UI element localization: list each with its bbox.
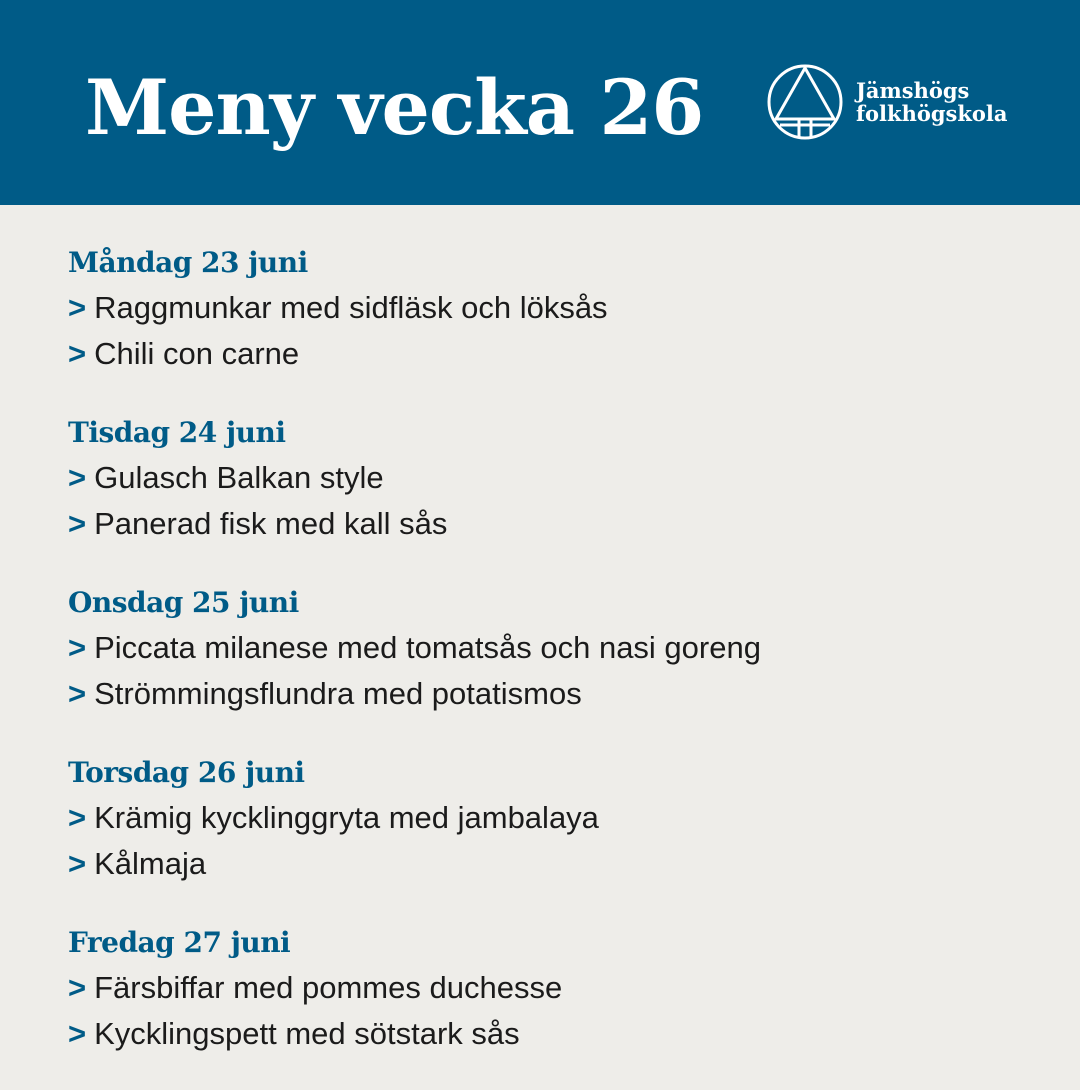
bullet-icon: > [68, 1016, 87, 1051]
day-heading: Onsdag 25 juni [68, 586, 299, 619]
bullet-icon: > [68, 970, 87, 1005]
dish-label: Panerad fisk med kall sås [94, 506, 448, 541]
bullet-icon: > [68, 630, 87, 665]
day-tuesday [68, 410, 1028, 580]
dish-label: Färsbiffar med pommes duchesse [94, 970, 563, 1005]
bullet-icon: > [68, 506, 87, 541]
dish-item [68, 671, 1028, 717]
bullet-icon: > [68, 676, 87, 711]
dish-item [68, 331, 1028, 377]
day-heading: Fredag 27 juni [68, 926, 291, 959]
day-thursday [68, 750, 1028, 920]
day-friday [68, 920, 1028, 1090]
dish-item [68, 965, 1028, 1011]
bullet-icon: > [68, 336, 87, 371]
school-logo [766, 63, 1008, 141]
page-title: Meny vecka 26 [85, 63, 704, 152]
dish-label: Kålmaja [94, 846, 207, 881]
day-heading: Torsdag 26 juni [68, 756, 305, 789]
school-emblem-icon [766, 63, 844, 141]
bullet-icon: > [68, 800, 87, 835]
dish-item [68, 501, 1028, 547]
dish-label: Krämig kycklinggryta med jambalaya [94, 800, 599, 835]
dish-item [68, 1011, 1028, 1057]
dish-item [68, 285, 1028, 331]
dish-label: Piccata milanese med tomatsås och nasi goreng [94, 630, 761, 665]
dish-item [68, 455, 1028, 501]
header-banner [0, 0, 1080, 205]
school-name-line1: Jämshögs [856, 78, 970, 103]
school-name [856, 79, 1008, 125]
dish-label: Gulasch Balkan style [94, 460, 384, 495]
bullet-icon: > [68, 460, 87, 495]
dish-item [68, 625, 1028, 671]
dish-item [68, 795, 1028, 841]
day-wednesday [68, 580, 1028, 750]
dish-label: Strömmingsflundra med potatismos [94, 676, 582, 711]
day-monday [68, 240, 1028, 410]
bullet-icon: > [68, 290, 87, 325]
dish-item [68, 841, 1028, 887]
menu-list [68, 240, 1028, 1090]
day-heading: Måndag 23 juni [68, 246, 308, 279]
dish-label: Kycklingspett med sötstark sås [94, 1016, 520, 1051]
bullet-icon: > [68, 846, 87, 881]
day-heading: Tisdag 24 juni [68, 416, 286, 449]
school-name-line2: folkhögskola [856, 101, 1008, 126]
dish-label: Chili con carne [94, 336, 300, 371]
dish-label: Raggmunkar med sidfläsk och löksås [94, 290, 608, 325]
